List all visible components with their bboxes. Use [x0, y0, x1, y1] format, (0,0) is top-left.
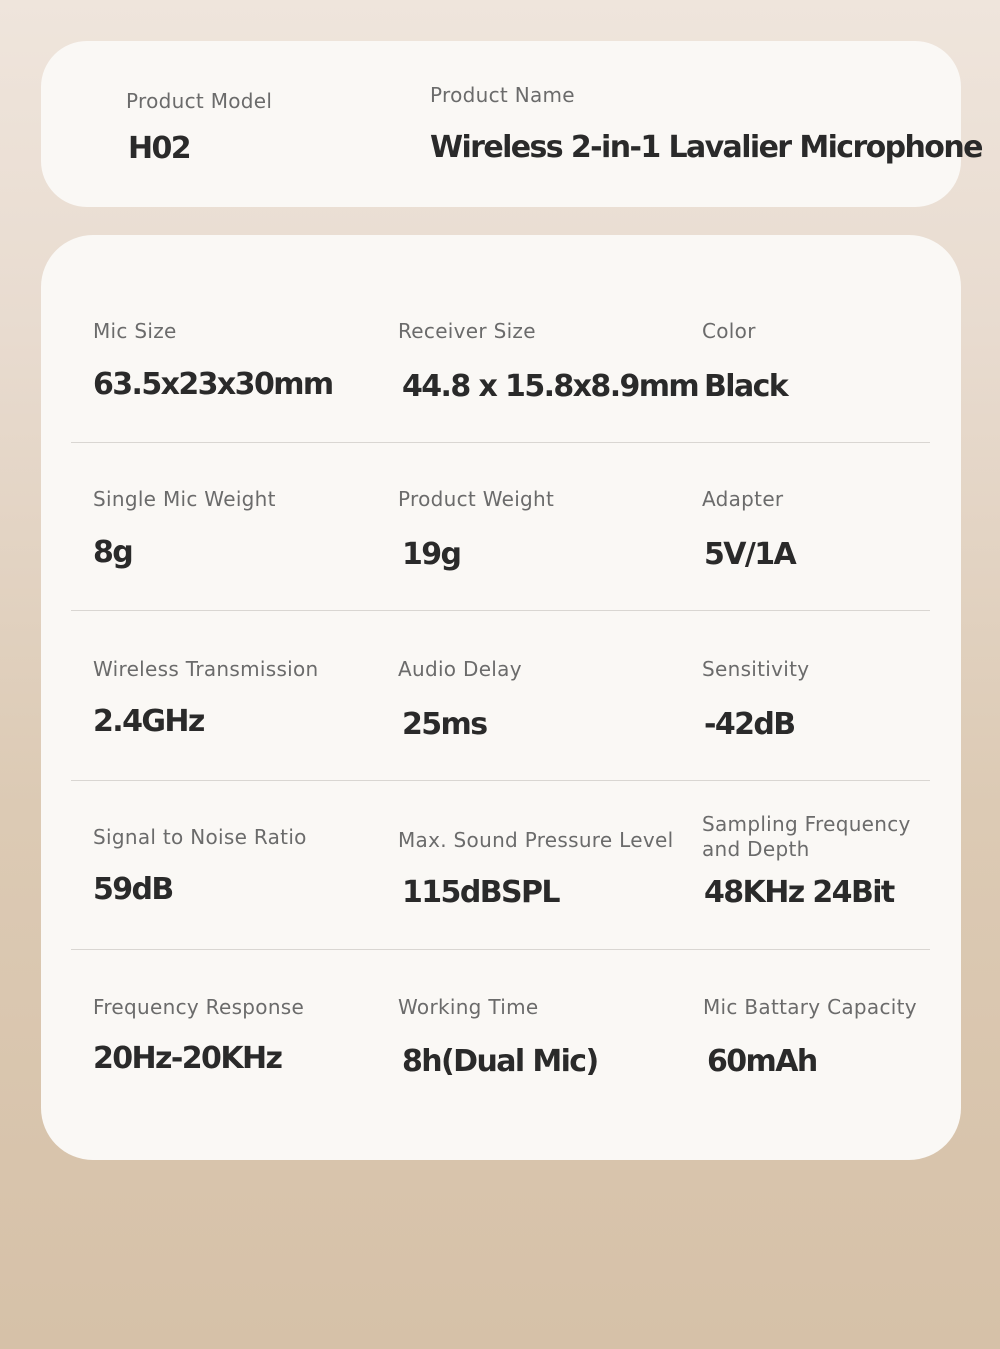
- spec-label-frequency-response: Frequency Response: [93, 995, 305, 1019]
- product-model-value: H02: [128, 131, 191, 166]
- product-name-label: Product Name: [430, 83, 575, 107]
- row-divider: [71, 780, 930, 781]
- row-divider: [71, 442, 930, 443]
- spec-value-adapter: 5V/1A: [704, 537, 796, 572]
- spec-table-card: [41, 235, 961, 1160]
- spec-value-max-sound-pressure: 115dBSPL: [402, 875, 559, 910]
- product-name-value: Wireless 2-in-1 Lavalier Microphone: [430, 130, 982, 165]
- spec-value-single-mic-weight: 8g: [93, 535, 133, 570]
- product-model-label: Product Model: [126, 89, 273, 113]
- spec-value-mic-battery-capacity: 60mAh: [707, 1044, 817, 1079]
- spec-label-wireless-transmission: Wireless Transmission: [93, 657, 319, 681]
- spec-value-mic-size: 63.5x23x30mm: [93, 367, 333, 402]
- spec-value-sampling-frequency: 48KHz 24Bit: [704, 875, 894, 910]
- spec-value-wireless-transmission: 2.4GHz: [93, 704, 204, 739]
- spec-label-sampling-frequency: Sampling Frequency and Depth: [702, 812, 911, 861]
- row-divider: [71, 610, 930, 611]
- spec-label-color: Color: [702, 319, 756, 343]
- product-header-card: [41, 41, 982, 207]
- spec-value-signal-to-noise: 59dB: [93, 872, 173, 907]
- spec-value-receiver-size: 44.8 x 15.8x8.9mm: [402, 369, 699, 404]
- spec-label-max-sound-pressure: Max. Sound Pressure Level: [398, 828, 674, 852]
- spec-label-mic-size: Mic Size: [93, 319, 177, 343]
- spec-label-working-time: Working Time: [398, 995, 539, 1019]
- spec-value-frequency-response: 20Hz-20KHz: [93, 1041, 282, 1076]
- row-divider: [71, 949, 930, 950]
- spec-value-product-weight: 19g: [402, 537, 461, 572]
- spec-value-sensitivity: -42dB: [704, 707, 795, 742]
- spec-label-audio-delay: Audio Delay: [398, 657, 522, 681]
- spec-label-sensitivity: Sensitivity: [702, 657, 810, 681]
- spec-value-color: Black: [704, 369, 788, 404]
- spec-label-receiver-size: Receiver Size: [398, 319, 536, 343]
- spec-label-product-weight: Product Weight: [398, 487, 555, 511]
- spec-label-signal-to-noise: Signal to Noise Ratio: [93, 825, 307, 849]
- spec-label-single-mic-weight: Single Mic Weight: [93, 487, 276, 511]
- spec-value-working-time: 8h(Dual Mic): [402, 1044, 598, 1079]
- spec-value-audio-delay: 25ms: [402, 707, 487, 742]
- spec-label-adapter: Adapter: [702, 487, 784, 511]
- spec-label-mic-battery-capacity: Mic Battary Capacity: [703, 995, 917, 1019]
